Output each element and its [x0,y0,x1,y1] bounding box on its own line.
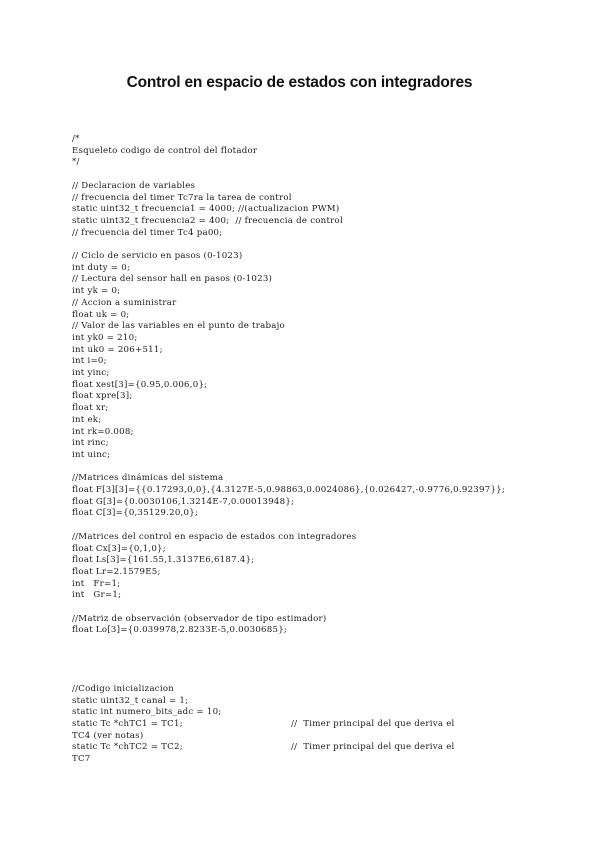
code-line: static uint32_t canal = 1; [72,695,189,706]
timer-declaration: static Tc *chTC1 = TC1; [72,719,183,730]
code-line: // frecuencia del timer Tc4 pa00; [72,227,223,238]
timer-declaration: static Tc *chTC2 = TC2; [72,742,183,753]
code-line: int i=0; [72,356,107,367]
code-line: // Declaracion de variables [72,180,196,191]
code-line: static uint32_t frecuencia1 = 4000; //(actualizacion PWM) [72,204,340,215]
code-line: static int numero_bits_adc = 10; [72,707,222,718]
code-line: // Ciclo de servicio en pasos (0-1023) [72,251,243,261]
code-line: float Cx[3]={0,1,0}; [72,543,166,554]
code-line: float F[3][3]={{0.17293,0,0},{4.3127E-5,0.98863,0.0024086},{0.026427,-0.9776,0.92397}}; [72,485,506,496]
code-line: Esqueleto codigo de control del flotador [72,145,258,156]
code-line: */ [72,157,80,168]
timer-comment: // Timer principal del que deriva el [291,742,455,753]
code-line: // Valor de las variables en el punto de trabajo [72,321,285,332]
code-line: //Matriz de observación (observador de tipo estimador) [72,613,327,624]
code-line: float xest[3]={0.95,0.006,0}; [72,379,208,390]
code-line: int duty = 0; [72,262,131,273]
code-line: float Lo[3]={0.039978,2.8233E-5,0.0030685}; [72,625,288,636]
code-line: int yinc; [72,368,110,379]
code-line: float Ls[3]={161.55,1.3137E6,6187.4}; [72,555,255,566]
code-line: float Lr=2.1579E5; [72,566,161,577]
header-comment-block [72,134,532,169]
observer-block [72,614,532,637]
code-line: int Fr=1; [72,578,121,589]
code-line: //Codigo inicializacion [72,683,175,694]
code-line: int Gr=1; [72,590,122,601]
control-matrices-block [72,532,532,602]
code-line: int yk = 0; [72,286,121,297]
code-line: int rinc; [72,438,109,449]
code-line: // Lectura del sensor hall en pasos (0-1023) [72,274,273,285]
code-line: float uk = 0; [72,309,130,320]
code-line: float xpre[3]; [72,391,133,402]
code-line: float G[3]={0.0030106,1.3214E-7,0.00013948}; [72,496,295,507]
code-line: int uinc; [72,449,111,460]
code-line: int ek; [72,414,102,425]
code-line: TC4 (ver notas) [72,730,144,741]
code-line: //Matrices del control en espacio de estados con integradores [72,531,357,542]
code-line: /* [72,134,80,144]
dynamic-matrices-block [72,473,532,520]
state-variables-block [72,251,532,462]
variables-block [72,181,532,240]
code-line: float xr; [72,403,109,414]
code-line: // Accion a suministrar [72,297,177,308]
timer-line [72,742,532,754]
code-line: //Matrices dinámicas del sistema [72,473,224,484]
code-line: int rk=0.008; [72,426,134,437]
timer-line [72,719,532,731]
init-block [72,684,532,766]
page-title: Control en espacio de estados con integradores [126,74,473,91]
code-line: TC7 [72,754,91,765]
code-line: static uint32_t frecuencia2 = 400; // frecuencia de control [72,215,343,226]
code-line: float C[3]={0,35129.20,0}; [72,508,199,519]
code-line: int yk0 = 210; [72,332,138,343]
code-line: int uk0 = 206+511; [72,344,163,355]
timer-comment: // Timer principal del que deriva el [291,719,455,730]
code-listing [72,134,532,766]
code-line: // frecuencia del timer Tc7ra la tarea de control [72,192,292,203]
